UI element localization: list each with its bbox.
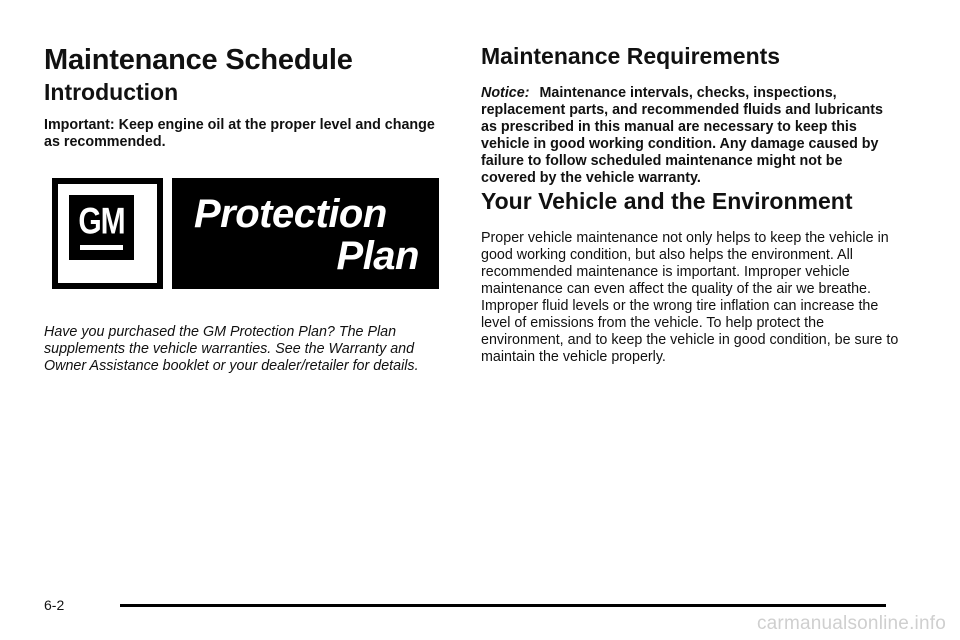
notice-label: Notice: <box>481 85 530 101</box>
introduction-heading: Introduction <box>44 79 179 105</box>
notice-text: Maintenance intervals, checks, inspections, replacement parts, and recommended fluids and lubricants as prescribed in this manual are necessary to keep this vehicle in good working condition. Any damage caused by failure to follow scheduled maintenance might not be covered by the vehicle warranty. <box>481 85 884 186</box>
watermark: carmanualsonline.info <box>756 613 946 634</box>
right-column <box>481 42 901 366</box>
page-number: 6-2 <box>44 597 65 613</box>
notice-paragraph <box>481 85 901 187</box>
page-title: Maintenance Schedule <box>44 44 353 76</box>
maintenance-requirements-heading: Maintenance Requirements <box>481 43 781 69</box>
footer-rule <box>120 604 886 607</box>
important-note: Important: Keep engine oil at the proper level and change as recommended. <box>44 117 435 150</box>
wordmark-line-2: Plan <box>336 234 419 278</box>
gm-logo-letters: GM <box>78 200 125 242</box>
environment-text: Proper vehicle maintenance not only helps to keep the vehicle in good working condition, but also helps the environment. All recommended maintenance is important. Improper vehicle maintenance can even affect the quality of the air we breathe. Improper fluid levels or the wrong tire inflation can increase the level of emissions from the vehicle. To help protect the environment, and to keep the vehicle in good condition, be sure to maintain the vehicle properly. <box>481 230 899 365</box>
gm-protection-plan-logo <box>52 178 439 289</box>
protection-plan-wordmark <box>172 178 439 289</box>
gm-logo-icon <box>52 178 163 289</box>
protection-plan-text: Have you purchased the GM Protection Plan? The Plan supplements the vehicle warranties. See the Warranty and Owner Assistance booklet or your dealer/retailer for details. <box>44 324 419 374</box>
environment-heading: Your Vehicle and the Environment <box>481 188 853 214</box>
left-column <box>44 42 452 375</box>
wordmark-line-1: Protection <box>194 192 387 236</box>
